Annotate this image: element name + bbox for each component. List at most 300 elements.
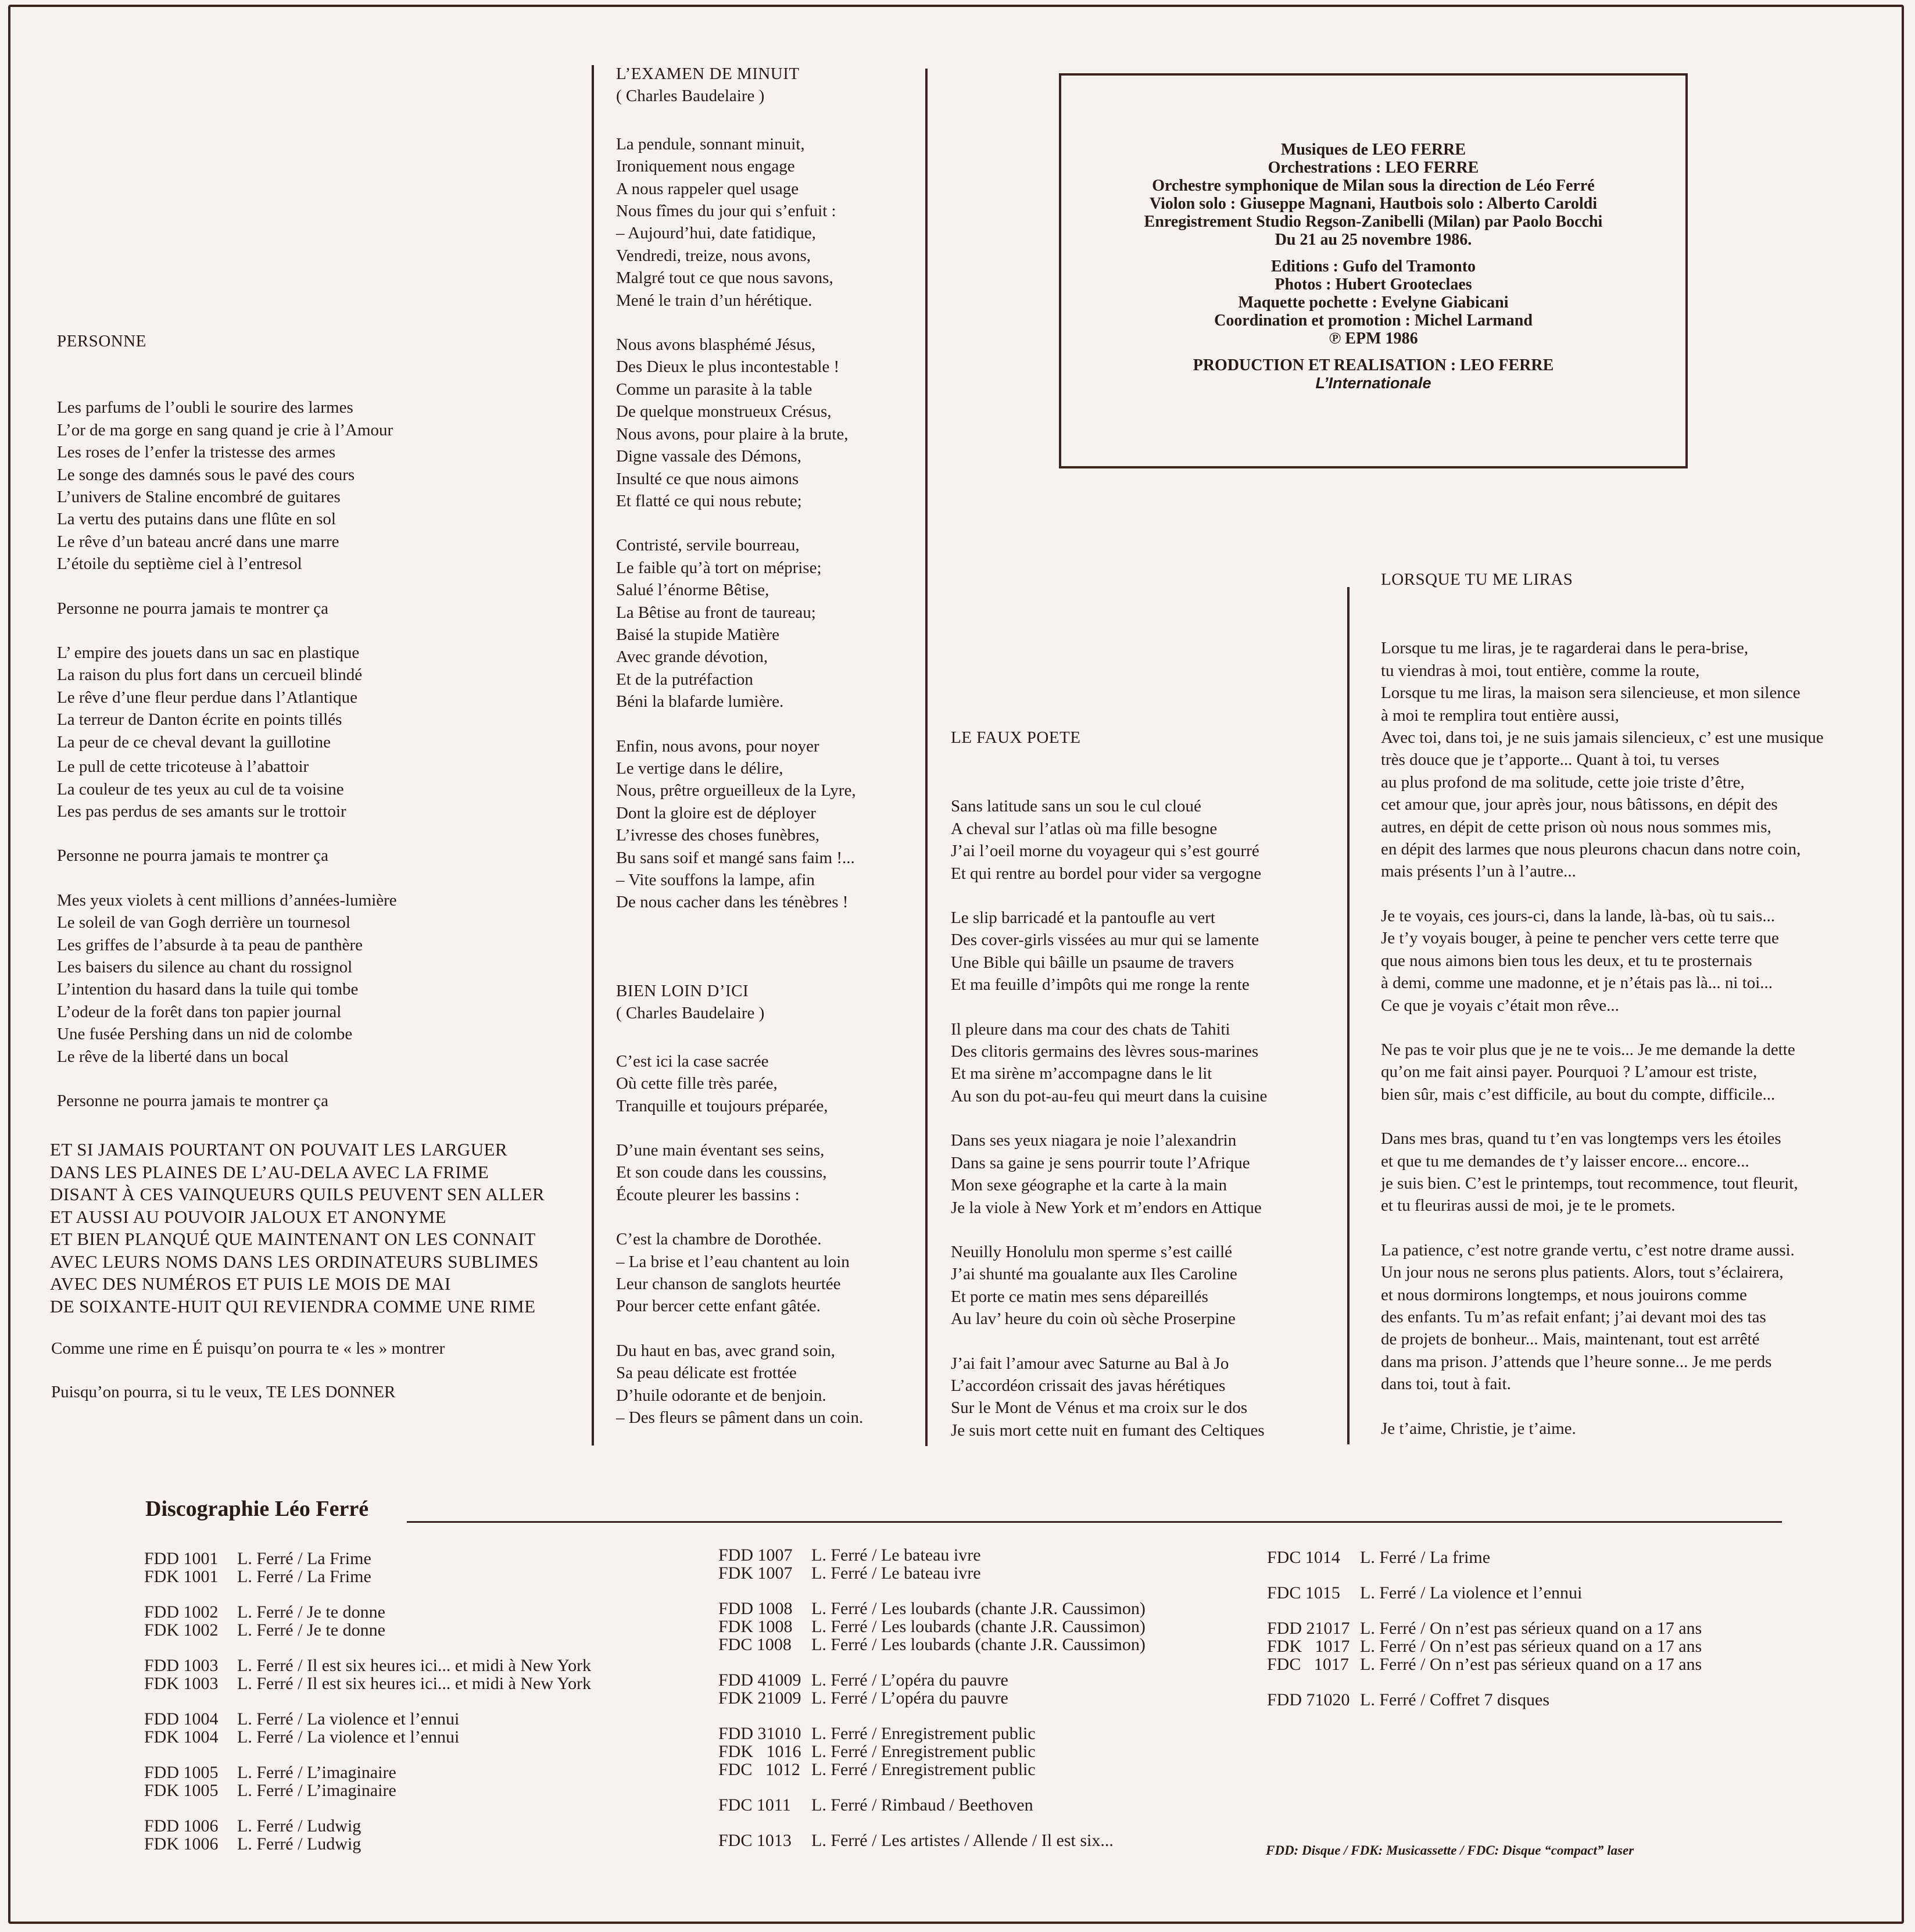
verse-line: L’accordéon crissait des javas hérétiques bbox=[951, 1376, 1226, 1395]
catalog-number: FDK 1017 bbox=[1267, 1637, 1350, 1656]
verse-line: Et porte ce matin mes sens dépareillés bbox=[951, 1287, 1208, 1306]
verse-line: Dans sa gaine je sens pourrir toute l’Afrique bbox=[951, 1153, 1250, 1172]
verse-line: des enfants. Tu m’as refait enfant; j’ai devant moi des tas bbox=[1381, 1307, 1766, 1326]
verse-line: ET BIEN PLANQUÉ QUE MAINTENANT ON LES CONNAIT bbox=[50, 1229, 536, 1250]
record-title: L. Ferré / On n’est pas sérieux quand on a 17 ans bbox=[1360, 1637, 1702, 1656]
catalog-number: FDD 1001 bbox=[144, 1549, 219, 1568]
catalog-number: FDD 1003 bbox=[144, 1656, 219, 1675]
production-credit: PRODUCTION ET REALISATION : LEO FERRE bbox=[1193, 356, 1554, 374]
verse-line: Maquette pochette : Evelyne Giabicani bbox=[1238, 294, 1509, 312]
catalog-number: FDD 41009 bbox=[718, 1670, 801, 1690]
record-title: L. Ferré / La frime bbox=[1360, 1548, 1491, 1567]
credits-block bbox=[1061, 257, 1685, 348]
verse-line: Les baisers du silence au chant du rossignol bbox=[57, 957, 353, 976]
discography-entry bbox=[718, 1796, 1146, 1814]
verse-line: La patience, c’est notre grande vertu, c’est notre drame aussi. bbox=[1381, 1240, 1795, 1260]
verse-line: Je suis mort cette nuit en fumant des Celtiques bbox=[951, 1421, 1265, 1440]
record-title: L. Ferré / Ludwig bbox=[237, 1834, 361, 1854]
record-title: L. Ferré / Ludwig bbox=[237, 1816, 361, 1836]
verse-line: très douce que je t’apporte... Quant à toi, tu verses bbox=[1381, 750, 1720, 770]
catalog-number: FDC 1012 bbox=[718, 1760, 800, 1779]
stanzas bbox=[951, 795, 1346, 1441]
stanza bbox=[616, 534, 918, 713]
discography-entry bbox=[144, 1675, 591, 1693]
catalog-number: FDD 1005 bbox=[144, 1763, 219, 1782]
discography-group bbox=[144, 1763, 591, 1799]
verse-line: – La brise et l’eau chantent au loin bbox=[616, 1252, 850, 1271]
discography-group bbox=[1267, 1619, 1702, 1673]
verse-line: L’intention du hasard dans la tuile qui tombe bbox=[57, 980, 359, 999]
catalog-number: FDD 1004 bbox=[144, 1709, 219, 1729]
poem-bien-loin-d-ici bbox=[616, 980, 918, 1451]
verse-line: Le soleil de van Gogh derrière un tournesol bbox=[57, 913, 350, 932]
discography-column bbox=[718, 1546, 1146, 1867]
record-title: L. Ferré / Le bateau ivre bbox=[811, 1545, 981, 1565]
verse-line: Le faible qu’à tort on méprise; bbox=[616, 558, 822, 577]
discography-group bbox=[718, 1796, 1146, 1814]
record-title: L. Ferré / Il est six heures ici... et midi à New York bbox=[237, 1656, 592, 1675]
discography-entry bbox=[144, 1728, 591, 1746]
stanza bbox=[1381, 1039, 1892, 1105]
record-title: L. Ferré / La Frime bbox=[237, 1549, 371, 1568]
catalog-number: FDK 1004 bbox=[144, 1727, 219, 1747]
verse-line: Violon solo : Giuseppe Magnani, Hautbois solo : Alberto Caroldi bbox=[1149, 195, 1598, 213]
record-title: L. Ferré / L’opéra du pauvre bbox=[811, 1670, 1008, 1690]
verse-line: Dans ses yeux niagara je noie l’alexandrin bbox=[951, 1131, 1237, 1150]
stanza bbox=[616, 1340, 918, 1429]
verse-line: Avec toi, dans toi, je ne suis jamais silencieux, c’ est une musique bbox=[1381, 728, 1824, 747]
verse-line: Lorsque tu me liras, la maison sera silencieuse, et mon silence bbox=[1381, 684, 1801, 703]
verse-line: AVEC LEURS NOMS DANS LES ORDINATEURS SUBLIMES bbox=[50, 1251, 539, 1272]
catalog-number: FDC 1011 bbox=[718, 1795, 791, 1815]
verse-line: Mené le train d’un hérétique. bbox=[616, 291, 812, 310]
verse-line: Comme un parasite à la table bbox=[616, 380, 812, 399]
record-title: L. Ferré / Enregistrement public bbox=[811, 1760, 1036, 1779]
stanza bbox=[951, 795, 1346, 885]
verse-line: Leur chanson de sanglots heurtée bbox=[616, 1275, 841, 1294]
stanza bbox=[616, 1139, 918, 1206]
verse-line: L’ empire des jouets dans un sac en plastique bbox=[57, 643, 360, 663]
record-title: L. Ferré / On n’est pas sérieux quand on a 17 ans bbox=[1360, 1655, 1702, 1674]
verse-line: tu viendras à moi, tout entière, comme la route, bbox=[1381, 661, 1700, 680]
verse-line: Bu sans soif et mangé sans faim !... bbox=[616, 848, 855, 867]
verse-line: bien sûr, mais c’est difficile, au bout du compte, difficile... bbox=[1381, 1085, 1776, 1104]
discography-entry bbox=[144, 1763, 591, 1781]
verse-line: DE SOIXANTE-HUIT QUI REVIENDRA COMME UNE RIME bbox=[50, 1296, 536, 1316]
verse-line: Baisé la stupide Matière bbox=[616, 625, 780, 644]
verse-line: La terreur de Danton écrite en points tillés bbox=[57, 710, 342, 729]
poem-title: L’EXAMEN DE MINUIT bbox=[616, 65, 800, 83]
verse-line: – Vite souffons la lampe, afin bbox=[616, 871, 815, 889]
poem-title: LORSQUE TU ME LIRAS bbox=[1381, 570, 1573, 589]
verse-line: ℗ EPM 1986 bbox=[1329, 330, 1418, 348]
credits-block bbox=[1061, 141, 1685, 249]
verse-line: AVEC DES NUMÉROS ET PUIS LE MOIS DE MAI bbox=[50, 1273, 451, 1294]
verse-line: Je te voyais, ces jours-ci, dans la lande, là-bas, où tu sais... bbox=[1381, 906, 1776, 925]
verse-line: Dans mes bras, quand tu t’en vas longtemps vers les étoiles bbox=[1381, 1129, 1781, 1149]
poem-examen-de-minuit bbox=[616, 63, 918, 936]
catalog-number: FDK 1008 bbox=[718, 1617, 793, 1636]
verse-line: Le rêve de la liberté dans un bocal bbox=[57, 1047, 289, 1066]
catalog-number: FDK 1002 bbox=[144, 1620, 219, 1640]
stanza bbox=[951, 907, 1346, 996]
discography-entry bbox=[718, 1618, 1146, 1636]
discography-entry bbox=[144, 1817, 591, 1835]
verse-line: Contristé, servile bourreau, bbox=[616, 536, 800, 555]
poem-author: ( Charles Baudelaire ) bbox=[616, 1004, 765, 1023]
discography-entry bbox=[144, 1550, 591, 1568]
verse-line: Ironiquement nous engage bbox=[616, 157, 795, 176]
discography-entry bbox=[718, 1671, 1146, 1689]
discography-entry bbox=[144, 1603, 591, 1621]
discography-group bbox=[1267, 1691, 1702, 1709]
discography-title: Discographie Léo Ferré bbox=[145, 1497, 369, 1521]
verse-line: Écoute pleurer les bassins : bbox=[616, 1185, 800, 1204]
verse-line: Et ma feuille d’impôts qui me ronge la rente bbox=[951, 975, 1250, 994]
verse-line: – Aujourd’hui, date fatidique, bbox=[616, 224, 816, 243]
verse-line: A cheval sur l’atlas où ma fille besogne bbox=[951, 819, 1218, 838]
verse-line: Coordination et promotion : Michel Larmand bbox=[1214, 312, 1533, 330]
verse-line: C’est la chambre de Dorothée. bbox=[616, 1230, 822, 1249]
poem-author: ( Charles Baudelaire ) bbox=[616, 87, 765, 106]
verse-line: L’univers de Staline encombré de guitares bbox=[57, 488, 341, 507]
verse-line: A nous rappeler quel usage bbox=[616, 179, 799, 198]
verse-line: La peur de ce cheval devant la guillotine bbox=[57, 732, 331, 752]
verse-line: Photos : Hubert Grooteclaes bbox=[1275, 276, 1472, 294]
uppercase-stanza bbox=[50, 1139, 580, 1318]
verse-line: Béni la blafarde lumière. bbox=[616, 692, 784, 711]
verse-line: Du 21 au 25 novembre 1986. bbox=[1275, 231, 1472, 249]
verse-line: C’est ici la case sacrée bbox=[616, 1051, 769, 1071]
poem-title: BIEN LOIN D’ICI bbox=[616, 982, 749, 1000]
record-title: L. Ferré / L’imaginaire bbox=[237, 1781, 396, 1800]
verse-line: Musiques de LEO FERRE bbox=[1280, 141, 1466, 159]
discography-group bbox=[144, 1550, 591, 1586]
verse-line: Je la viole à New York et m’endors en Attique bbox=[951, 1198, 1262, 1217]
verse-line: La pendule, sonnant minuit, bbox=[616, 134, 805, 153]
stanza bbox=[951, 1241, 1346, 1330]
column-divider bbox=[592, 65, 594, 1446]
catalog-number: FDD 1007 bbox=[718, 1545, 793, 1565]
verse-line: Des cover-girls vissées au mur qui se lamente bbox=[951, 931, 1259, 950]
discography-entry bbox=[144, 1621, 591, 1639]
refrain: Personne ne pourra jamais te montrer ça bbox=[57, 846, 329, 865]
verse-line: J’ai shunté ma goualante aux Iles Caroline bbox=[951, 1265, 1237, 1284]
verse-line: Mes yeux violets à cent millions d’années-lumière bbox=[57, 890, 397, 910]
discography-entry bbox=[1267, 1548, 1702, 1566]
record-title: L. Ferré / Je te donne bbox=[237, 1602, 385, 1622]
verse-line: Nous avons blasphémé Jésus, bbox=[616, 335, 816, 355]
column-divider bbox=[925, 69, 928, 1446]
verse-line: Où cette fille très parée, bbox=[616, 1074, 778, 1093]
verse-line: Et flatté ce qui nous rebute; bbox=[616, 491, 802, 510]
stanza bbox=[1381, 1239, 1892, 1396]
discography-group bbox=[144, 1710, 591, 1746]
catalog-number: FDD 1006 bbox=[144, 1816, 219, 1836]
verse-line: à moi te remplira tout entière aussi, bbox=[1381, 706, 1619, 725]
verse-line: mais présents l’un à l’autre... bbox=[1381, 862, 1576, 881]
verse-line: La couleur de tes yeux au cul de ta voisine bbox=[57, 779, 344, 799]
verse-line: Sur le Mont de Vénus et ma croix sur le dos bbox=[951, 1398, 1248, 1418]
catalog-number: FDC 1015 bbox=[1267, 1583, 1340, 1602]
verse-line: Du haut en bas, avec grand soin, bbox=[616, 1341, 835, 1360]
stanza bbox=[57, 396, 580, 575]
record-title: L. Ferré / Coffret 7 disques bbox=[1360, 1690, 1550, 1709]
verse-line: Sa peau délicate est frottée bbox=[616, 1364, 797, 1383]
verse-line: Tranquille et toujours préparée, bbox=[616, 1096, 828, 1115]
verse-line: Et ma sirène m’accompagne dans le lit bbox=[951, 1064, 1212, 1083]
record-title: L. Ferré / Rimbaud / Beethoven bbox=[811, 1795, 1033, 1815]
discography-group bbox=[718, 1671, 1146, 1707]
record-title: L. Ferré / L’imaginaire bbox=[237, 1763, 396, 1782]
verse-line: L’odeur de la forêt dans ton papier journal bbox=[57, 1002, 342, 1021]
record-title: L. Ferré / La violence et l’ennui bbox=[237, 1709, 460, 1729]
verse-line: Un jour nous ne serons plus patients. Alors, tout s’éclairera, bbox=[1381, 1263, 1784, 1282]
verse-line: Dont la gloire est de déployer bbox=[616, 803, 816, 822]
verse-line: Mon sexe géographe et la carte à la main bbox=[951, 1176, 1227, 1195]
verse-line: Le slip barricadé et la pantoufle au vert bbox=[951, 908, 1215, 928]
verse-line: Une Bible qui bâille un psaume de travers bbox=[951, 953, 1234, 972]
stanza bbox=[616, 1228, 918, 1318]
catalog-number: FDK 1007 bbox=[718, 1564, 793, 1583]
stanza bbox=[951, 1018, 1346, 1108]
verse-line: et que tu me demandes de t’y laisser encore... encore... bbox=[1381, 1151, 1749, 1171]
stanza bbox=[1381, 637, 1892, 882]
verse-line: Nous avons, pour plaire à la brute, bbox=[616, 424, 849, 443]
discography-group bbox=[144, 1603, 591, 1639]
catalog-number: FDC 1017 bbox=[1267, 1655, 1349, 1674]
verse-line: DISANT À CES VAINQUEURS QUILS PEUVENT SEN ALLER bbox=[50, 1184, 545, 1205]
verse-line: dans ma prison. J’attends que l’heure sonne... Je me perds bbox=[1381, 1352, 1772, 1371]
catalog-number: FDK 1001 bbox=[144, 1567, 219, 1586]
record-title: L. Ferré / L’opéra du pauvre bbox=[811, 1688, 1008, 1708]
verse-line: Le songe des damnés sous le pavé des cours bbox=[57, 465, 355, 484]
discography-entry bbox=[144, 1710, 591, 1728]
discography-column bbox=[1267, 1548, 1702, 1726]
verse-line: Orchestre symphonique de Milan sous la direction de Léo Ferré bbox=[1152, 177, 1595, 195]
verse-line: Salué l’énorme Bêtise, bbox=[616, 581, 769, 600]
record-title: L. Ferré / Il est six heures ici... et midi à New York bbox=[237, 1674, 592, 1693]
verse-line: – Des fleurs se pâment dans un coin. bbox=[616, 1408, 864, 1427]
stanza bbox=[1381, 1418, 1892, 1440]
discography-entry bbox=[1267, 1619, 1702, 1637]
verse-line: Les parfums de l’oubli le sourire des larmes bbox=[57, 398, 353, 417]
discography-entry bbox=[1267, 1584, 1702, 1602]
verse-line: Les griffes de l’absurde à ta peau de panthère bbox=[57, 935, 363, 954]
verse-line: Pour bercer cette enfant gâtée. bbox=[616, 1297, 821, 1316]
discography-group bbox=[718, 1831, 1146, 1849]
stanza bbox=[57, 642, 580, 753]
record-title: L. Ferré / La violence et l’ennui bbox=[1360, 1583, 1583, 1602]
catalog-number: FDD 21017 bbox=[1267, 1619, 1350, 1638]
discography-group bbox=[144, 1656, 591, 1693]
verse-line: dans toi, tout à fait. bbox=[1381, 1375, 1511, 1394]
catalog-number: FDK 1016 bbox=[718, 1742, 801, 1761]
verse-line: cet amour que, jour après jour, nous bâtissons, en dépit des bbox=[1381, 795, 1778, 814]
verse-line: Enregistrement Studio Regson-Zanibelli (Milan) par Paolo Bocchi bbox=[1144, 213, 1603, 231]
discography-group bbox=[144, 1817, 591, 1853]
verse-line: Et de la putréfaction bbox=[616, 670, 753, 689]
spacer bbox=[1061, 348, 1685, 356]
poem-personne bbox=[50, 330, 580, 1403]
verse-line: La vertu des putains dans une flûte en sol bbox=[57, 510, 336, 529]
discography-group bbox=[718, 1725, 1146, 1779]
verse-line: Malgré tout ce que nous savons, bbox=[616, 269, 833, 288]
verse-line: J’ai l’oeil morne du voyageur qui s’est gourré bbox=[951, 842, 1259, 861]
verse-line: Des Dieux le plus incontestable ! bbox=[616, 357, 840, 377]
discography-entry bbox=[718, 1725, 1146, 1743]
verse-line: D’une main éventant ses seins, bbox=[616, 1141, 825, 1160]
discography-group bbox=[718, 1546, 1146, 1582]
catalog-number: FDC 1008 bbox=[718, 1635, 792, 1654]
discography-entry bbox=[718, 1600, 1146, 1618]
verse-line: Il pleure dans ma cour des chats de Tahiti bbox=[951, 1019, 1230, 1039]
stanza bbox=[1381, 905, 1892, 1017]
discography-entry bbox=[718, 1743, 1146, 1761]
verse-line: Sans latitude sans un sou le cul cloué bbox=[951, 797, 1201, 816]
verse-line: DANS LES PLAINES DE L’AU-DELA AVEC LA FRIME bbox=[50, 1161, 489, 1182]
catalog-number: FDC 1013 bbox=[718, 1831, 792, 1850]
verse-line: que nous aimons bien tous les deux, et tu te prosternais bbox=[1381, 951, 1752, 970]
refrain: Personne ne pourra jamais te montrer ça bbox=[57, 1091, 329, 1110]
verse-line: Je t’y voyais bouger, à peine te pencher vers cette terre que bbox=[1381, 929, 1779, 948]
discography-entry bbox=[1267, 1637, 1702, 1655]
verse-line: Le pull de cette tricoteuse à l’abattoir bbox=[57, 757, 309, 777]
stanza bbox=[616, 1050, 918, 1117]
record-title: L. Ferré / Enregistrement public bbox=[811, 1724, 1036, 1743]
discography-entry bbox=[718, 1636, 1146, 1654]
column-divider bbox=[1347, 587, 1350, 1444]
closing-line: Puisqu’on pourra, si tu le veux, TE LES DONNER bbox=[51, 1382, 396, 1401]
verse-line: L’or de ma gorge en sang quand je crie à l’Amour bbox=[57, 420, 393, 439]
verse-line: De nous cacher dans les ténèbres ! bbox=[616, 893, 849, 912]
verse-line: et nous dormirons longtemps, et nous jouirons comme bbox=[1381, 1285, 1747, 1304]
verse-line: La Bêtise au front de taureau; bbox=[616, 603, 816, 622]
verse-line: à demi, comme une madonne, et je n’étais pas là... ni toi... bbox=[1381, 974, 1773, 993]
stanza bbox=[57, 889, 580, 1068]
catalog-number: FDK 21009 bbox=[718, 1688, 801, 1708]
stanza bbox=[951, 1353, 1346, 1442]
poem-title: PERSONNE bbox=[57, 332, 146, 350]
verse-line: L’ivresse des choses funèbres, bbox=[616, 826, 820, 845]
verse-line: Le rêve d’une fleur perdue dans l’Atlantique bbox=[57, 688, 357, 707]
discography-entry bbox=[718, 1761, 1146, 1779]
discography-entry bbox=[1267, 1691, 1702, 1709]
catalog-number: FDK 1006 bbox=[144, 1834, 219, 1854]
record-title: L. Ferré / Enregistrement public bbox=[811, 1742, 1036, 1761]
stanza bbox=[1381, 1128, 1892, 1217]
verse-line: et tu fleuriras aussi de moi, je te le promets. bbox=[1381, 1196, 1676, 1215]
record-title: L. Ferré / Les loubards (chante J.R. Caussimon) bbox=[811, 1617, 1146, 1636]
verse-line: autres, en dépit de cette prison où nous nous sommes mis, bbox=[1381, 817, 1771, 836]
record-title: L. Ferré / Les loubards (chante J.R. Caussimon) bbox=[811, 1635, 1146, 1654]
catalog-number: FDC 1014 bbox=[1267, 1548, 1340, 1567]
record-title: L. Ferré / Le bateau ivre bbox=[811, 1564, 981, 1583]
discography-rule bbox=[407, 1521, 1782, 1523]
verse-line: Au lav’ heure du coin où sèche Proserpine bbox=[951, 1310, 1236, 1329]
verse-line: Vendredi, treize, nous avons, bbox=[616, 246, 811, 265]
verse-line: Au son du pot-au-feu qui meurt dans la cuisine bbox=[951, 1086, 1268, 1105]
verse-line: Les pas perdus de ses amants sur le trottoir bbox=[57, 802, 346, 821]
stanzas bbox=[616, 133, 918, 914]
verse-line: J’ai fait l’amour avec Saturne au Bal à Jo bbox=[951, 1354, 1229, 1373]
verse-line: La raison du plus fort dans un cercueil blindé bbox=[57, 666, 363, 685]
discography-column bbox=[144, 1550, 591, 1870]
record-title: L. Ferré / On n’est pas sérieux quand on a 17 ans bbox=[1360, 1619, 1702, 1638]
stanza bbox=[616, 334, 918, 512]
record-title: L. Ferré / Les loubards (chante J.R. Caussimon) bbox=[811, 1599, 1146, 1618]
verse-line: Digne vassale des Démons, bbox=[616, 447, 801, 466]
verse-line: Une fusée Pershing dans un nid de colombe bbox=[57, 1025, 353, 1044]
text-lorsque-tu-me-liras bbox=[1381, 568, 1892, 1462]
discography-entry bbox=[144, 1568, 591, 1586]
catalog-number: FDD 1002 bbox=[144, 1602, 219, 1622]
verse-line: Neuilly Honolulu mon sperme s’est caillé bbox=[951, 1242, 1233, 1261]
discography-group bbox=[718, 1600, 1146, 1654]
catalog-number: FDK 1003 bbox=[144, 1674, 219, 1693]
verse-line: Insulté ce que nous aimons bbox=[616, 469, 799, 488]
poem-title: LE FAUX POETE bbox=[951, 728, 1081, 747]
verse-line: Nous fîmes du jour qui s’enfuit : bbox=[616, 202, 836, 221]
catalog-number: FDD 1008 bbox=[718, 1599, 793, 1618]
verse-line: De quelque monstrueux Crésus, bbox=[616, 402, 832, 421]
discography-entry bbox=[144, 1781, 591, 1799]
catalog-number: FDD 71020 bbox=[1267, 1690, 1350, 1709]
verse-line: Enfin, nous avons, pour noyer bbox=[616, 736, 819, 756]
verse-line: L’étoile du septième ciel à l’entresol bbox=[57, 554, 302, 574]
record-title: L. Ferré / Je te donne bbox=[237, 1620, 385, 1640]
verse-line: de projets de bonheur... Mais, maintenant, tout est arrêté bbox=[1381, 1330, 1760, 1349]
verse-line: Je t’aime, Christie, je t’aime. bbox=[1381, 1419, 1576, 1438]
discography-group bbox=[1267, 1584, 1702, 1602]
stanza bbox=[616, 735, 918, 914]
verse-line: Nous, prêtre orgueilleux de la Lyre, bbox=[616, 781, 856, 800]
verse-line: qu’on me fait ainsi payer. Pourquoi ? L’amour est triste, bbox=[1381, 1062, 1757, 1082]
format-legend: FDD: Disque / FDK: Musicassette / FDC: Disque “compact” laser bbox=[1266, 1843, 1634, 1858]
verse-line: Orchestrations : LEO FERRE bbox=[1268, 159, 1479, 177]
verse-line: Les roses de l’enfer la tristesse des armes bbox=[57, 443, 336, 462]
discography-entry bbox=[144, 1835, 591, 1853]
verse-line: en dépit des larmes que nous pleurons chacun dans notre coin, bbox=[1381, 840, 1801, 859]
verse-line: Editions : Gufo del Tramonto bbox=[1270, 257, 1476, 276]
discography-entry bbox=[718, 1831, 1146, 1849]
verse-line: Ne pas te voir plus que je ne te vois... Je me demande la dette bbox=[1381, 1040, 1795, 1059]
discography-group bbox=[1267, 1548, 1702, 1566]
verse-line: Avec grande dévotion, bbox=[616, 647, 768, 667]
catalog-number: FDK 1005 bbox=[144, 1781, 219, 1800]
verse-line: Le rêve d’un bateau ancré dans une marre bbox=[57, 532, 339, 551]
record-title: L. Ferré / La violence et l’ennui bbox=[237, 1727, 460, 1747]
credits-box bbox=[1059, 73, 1688, 468]
discography-entry bbox=[144, 1656, 591, 1675]
discography-entry bbox=[718, 1564, 1146, 1582]
verse-line: Ce que je voyais c’était mon rêve... bbox=[1381, 996, 1619, 1015]
discography-entry bbox=[1267, 1655, 1702, 1673]
verse-line: Des clitoris germains des lèvres sous-marines bbox=[951, 1042, 1259, 1061]
paragraphs bbox=[1381, 637, 1892, 1440]
closing-line: Comme une rime en É puisqu’on pourra te « les » montrer bbox=[51, 1339, 445, 1358]
record-title: L. Ferré / Les artistes / Allende / Il est six... bbox=[811, 1831, 1114, 1850]
verse-line: Et son coude dans les coussins, bbox=[616, 1163, 827, 1182]
verse-line: D’huile odorante et de benjoin. bbox=[616, 1386, 826, 1405]
discography-entry bbox=[718, 1546, 1146, 1564]
stanzas bbox=[616, 1050, 918, 1429]
verse-line: ET SI JAMAIS POURTANT ON POUVAIT LES LARGUER bbox=[50, 1139, 507, 1160]
verse-line: je suis bien. C’est le printemps, tout recommence, tout fleurit, bbox=[1381, 1173, 1798, 1193]
verse-line: Le vertige dans le délire, bbox=[616, 759, 783, 778]
stanza bbox=[616, 133, 918, 312]
stanza bbox=[951, 1129, 1346, 1219]
